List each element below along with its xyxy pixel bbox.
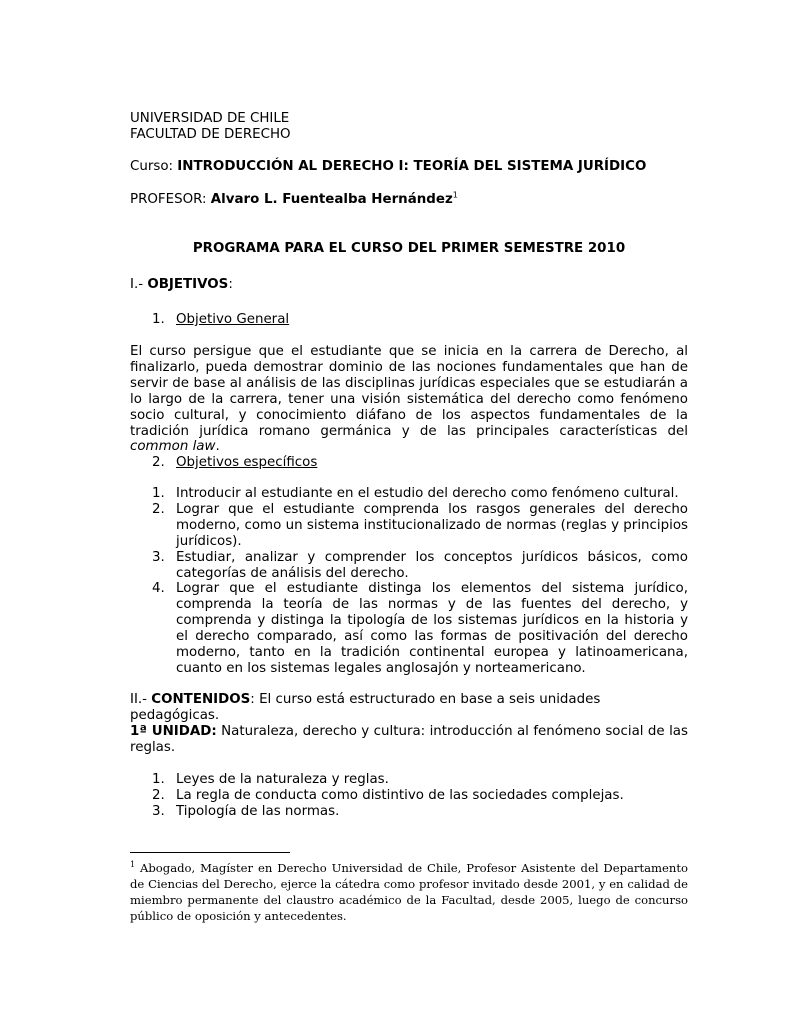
specific-objectives-list — [130, 486, 688, 677]
unit1-topics-list — [130, 772, 688, 820]
footnote-separator — [130, 852, 290, 853]
list-item: 3. Estudiar, analizar y comprender los conceptos jurídicos básicos, como categorías de análisis del derecho. — [152, 549, 688, 581]
unit1-heading: 1ª UNIDAD: Naturaleza, derecho y cultura: introducción al fenómeno social de las reglas. — [130, 724, 688, 755]
list-item: 1. Introducir al estudiante en el estudio del derecho como fenómeno cultural. — [152, 486, 679, 501]
specific-objectives-heading: 2. Objetivos específicos — [152, 455, 318, 470]
objectives-heading: I.- OBJETIVOS: — [130, 277, 233, 292]
contents-title: CONTENIDOS — [151, 692, 251, 707]
list-item: 2. La regla de conducta como distintivo de las sociedades complejas. — [152, 787, 624, 803]
general-objective-heading: 1. Objetivo General — [152, 312, 290, 327]
university-name: UNIVERSIDAD DE CHILE — [130, 111, 290, 126]
list-item: 4. Lograr que el estudiante distinga los elementos del sistema jurídico, comprenda la teoría de las normas y de las fuentes del derecho, y comprenda y distinga la tipología de los sistemas jurídicos en la historia y el derecho comparado, así como las formas de positivación del derecho moderno, tanto en la tradición continental europea y latinoamericana, cuanto en los sistemas legales anglosajón y norteamericano. — [152, 581, 688, 676]
contents-heading: II.- CONTENIDOS: El curso está estructurado en base a seis unidades pedagógicas. — [130, 692, 601, 723]
course-label: Curso: — [130, 159, 174, 174]
unit1-label: 1ª UNIDAD: — [130, 724, 217, 739]
course-line — [130, 159, 688, 175]
professor-label: PROFESOR: — [130, 192, 207, 207]
institution-header — [130, 111, 688, 143]
footnote — [130, 860, 688, 924]
list-item: 2. Lograr que el estudiante comprenda los rasgos generales del derecho moderno, como un sistema institucionalizado de normas (reglas y principios jurídicos). — [152, 501, 688, 549]
objectives-title: OBJETIVOS — [147, 277, 229, 292]
faculty-name: FACULTAD DE DERECHO — [130, 126, 291, 142]
program-title: PROGRAMA PARA EL CURSO DEL PRIMER SEMESTRE 2010 — [192, 241, 626, 256]
footnote-reference: 1 — [452, 190, 458, 200]
common-law-term: common law — [130, 439, 216, 455]
professor-line — [130, 192, 688, 208]
footnote-text: Abogado, Magíster en Derecho Universidad de Chile, Profesor Asistente del Departamento de Ciencias del Derecho, ejerce la cátedra como profesor invitado desde 2001, y en calidad de miembro permanente del claustro académico de la Facultad, desde 2005, luego de concurso público de oposición y antecedentes. — [130, 861, 689, 923]
general-objective-text: El curso persigue que el estudiante que se inicia en la carrera de Derecho, al finalizarlo, pueda demostrar dominio de las nociones fundamentales que han de servir de base al análisis de las disciplinas jurídicas especiales que se estudiarán a lo largo de la carrera, tener una visión sistemática del derecho como fenómeno socio cultural, y conocimiento diáfano de los aspectos fundamentales de la tradición jurídica romano germánica y de las principales características del common law. — [130, 344, 688, 455]
list-item: 3. Tipología de las normas. — [152, 803, 340, 819]
list-item: 1. Leyes de la naturaleza y reglas. — [152, 772, 389, 787]
footnote-mark: 1 — [130, 860, 136, 870]
professor-name: Alvaro L. Fuentealba Hernández — [210, 192, 453, 207]
course-name: INTRODUCCIÓN AL DERECHO I: TEORÍA DEL SISTEMA JURÍDICO — [177, 159, 647, 174]
